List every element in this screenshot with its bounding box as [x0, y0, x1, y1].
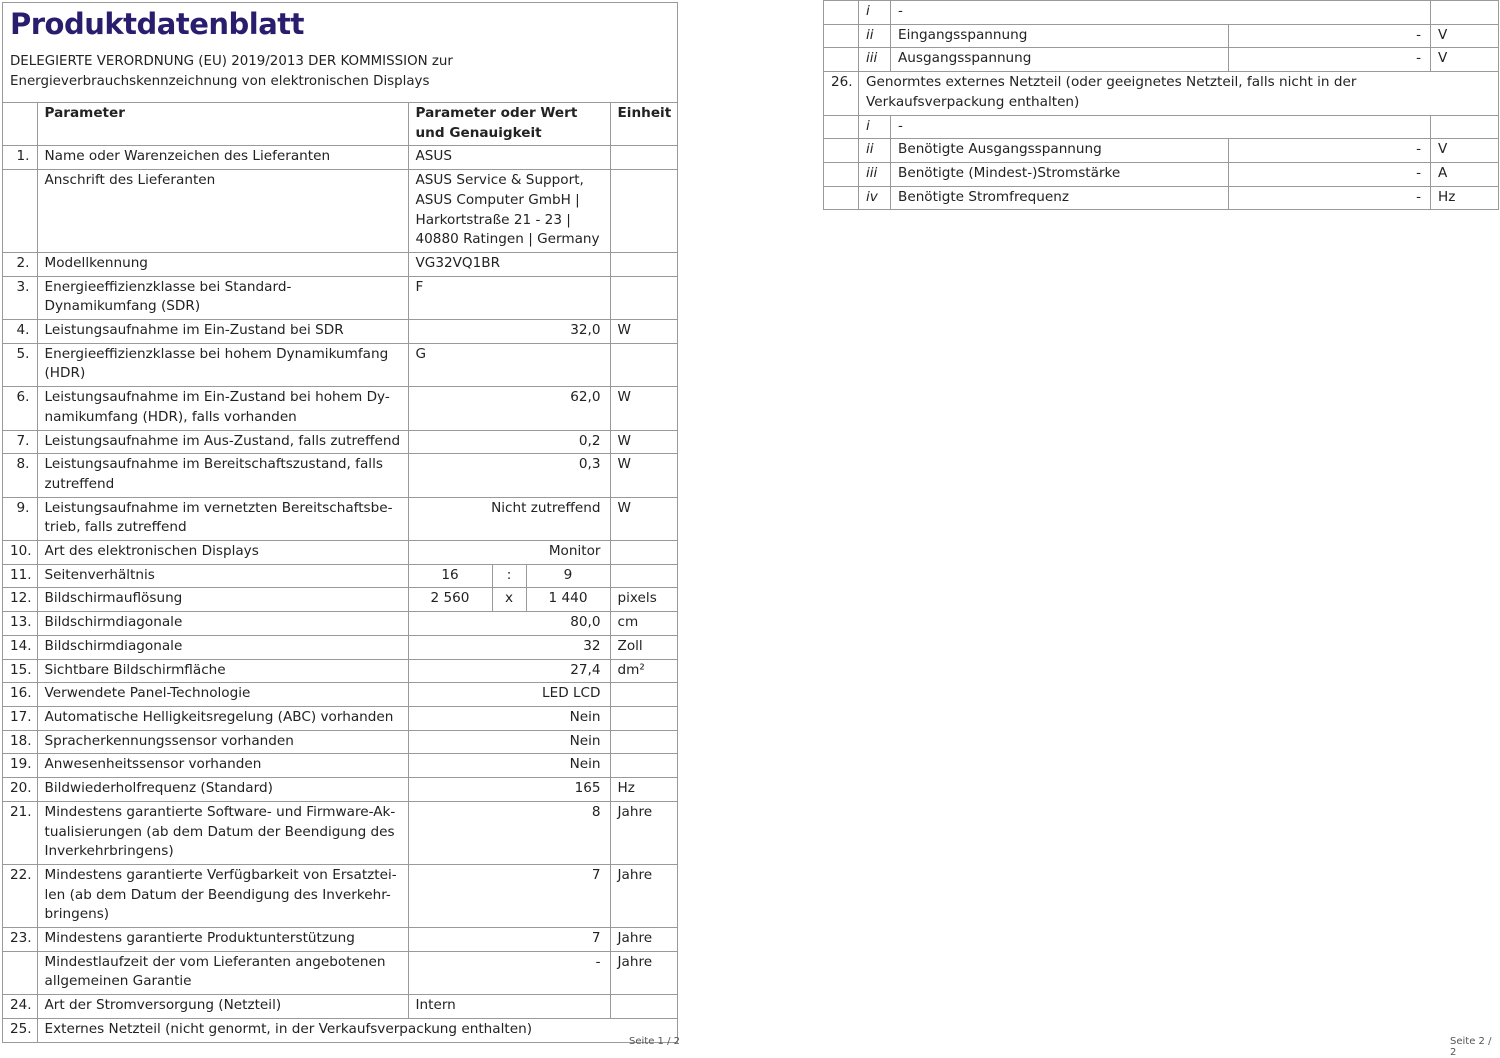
- sub-row-spacer: [824, 162, 859, 186]
- row-value-separator: x: [492, 588, 526, 612]
- row-number: 24.: [3, 995, 37, 1019]
- row-value: Intern: [408, 995, 610, 1019]
- row-parameter: Bildschirmauflösung: [37, 588, 408, 612]
- row-unit: [610, 252, 677, 276]
- row-value-a: 16: [408, 564, 492, 588]
- row-unit: [610, 730, 677, 754]
- sub-row-index: i: [859, 1, 891, 25]
- row-parameter: Verwendete Panel-Technologie: [37, 683, 408, 707]
- row-value: Nein: [408, 706, 610, 730]
- table-row: [3, 730, 677, 754]
- row-unit: Jahre: [610, 801, 677, 864]
- power-supply-table: [823, 0, 1499, 210]
- row-value: G: [408, 343, 610, 386]
- row-unit: W: [610, 387, 677, 430]
- sub-row-spacer: [824, 186, 859, 210]
- sub-row-index: iii: [859, 162, 891, 186]
- sub-row-index: iii: [859, 48, 891, 72]
- row-unit: Jahre: [610, 928, 677, 952]
- row-parameter: Art des elektronischen Displays: [37, 541, 408, 565]
- sub-row: [824, 115, 1499, 139]
- row-unit: [610, 170, 677, 253]
- page-1: [2, 2, 678, 1043]
- row-number: 26.: [824, 72, 859, 115]
- row-parameter: Automatische Helligkeitsregelung (ABC) vorhanden: [37, 706, 408, 730]
- sub-row-unit: A: [1431, 162, 1499, 186]
- row-unit: [610, 146, 677, 170]
- row-value: 8: [408, 801, 610, 864]
- row-number: 12.: [3, 588, 37, 612]
- row-parameter: Mindestens garantierte Software- und Firmware-Ak-tualisierungen (ab dem Datum der Beendigung des Inverkehrbringens): [37, 801, 408, 864]
- sub-row-index: iv: [859, 186, 891, 210]
- row-number: 22.: [3, 864, 37, 927]
- table-row: [3, 276, 677, 319]
- row-parameter: Anwesenheitssensor vorhanden: [37, 754, 408, 778]
- row-unit: [610, 541, 677, 565]
- row-number: 14.: [3, 635, 37, 659]
- row-parameter: Leistungsaufnahme im vernetzten Bereitschaftsbe-trieb, falls zutreffend: [37, 497, 408, 540]
- row-parameter: Modellkennung: [37, 252, 408, 276]
- table-row: [3, 497, 677, 540]
- table-row: [3, 588, 677, 612]
- row-value: 7: [408, 864, 610, 927]
- header-unit: Einheit: [610, 103, 677, 146]
- sub-row: [824, 139, 1499, 163]
- row-unit: Jahre: [610, 951, 677, 994]
- table-row-26: [824, 72, 1499, 115]
- row-parameter: Leistungsaufnahme im Aus-Zustand, falls zutreffend: [37, 430, 408, 454]
- sub-row-spacer: [824, 48, 859, 72]
- sub-row-value: -: [1229, 24, 1431, 48]
- row-value: 27,4: [408, 659, 610, 683]
- table-row: [3, 635, 677, 659]
- sub-row-unit: V: [1431, 139, 1499, 163]
- sub-row: [824, 24, 1499, 48]
- header-param: Parameter: [37, 103, 408, 146]
- row-value: 80,0: [408, 612, 610, 636]
- sub-row-unit: Hz: [1431, 186, 1499, 210]
- sub-row-value: -: [1229, 48, 1431, 72]
- row-number: 1.: [3, 146, 37, 170]
- table-row: [3, 928, 677, 952]
- sub-row-spacer: [824, 115, 859, 139]
- sub-row-index: i: [859, 115, 891, 139]
- row-number: [3, 951, 37, 994]
- sub-row: [824, 1, 1499, 25]
- row-parameter: Bildwiederholfrequenz (Standard): [37, 778, 408, 802]
- row-unit: Zoll: [610, 635, 677, 659]
- table-row-25: [3, 1018, 677, 1042]
- table-row: [3, 683, 677, 707]
- row-value: 7: [408, 928, 610, 952]
- subtitle-line-2: Energieverbrauchskennzeichnung von elektronischen Displays: [10, 74, 430, 89]
- row-unit: Jahre: [610, 864, 677, 927]
- row-parameter: Leistungsaufnahme im Bereitschaftszustand, falls zutreffend: [37, 454, 408, 497]
- row-parameter: Leistungsaufnahme im Ein-Zustand bei hohem Dy-namikumfang (HDR), falls vorhanden: [37, 387, 408, 430]
- table-row: [3, 612, 677, 636]
- row-value: VG32VQ1BR: [408, 252, 610, 276]
- sub-row-value: -: [1229, 186, 1431, 210]
- table-row: [3, 706, 677, 730]
- row-number: 10.: [3, 541, 37, 565]
- sub-row-label: Benötigte Ausgangsspannung: [891, 139, 1229, 163]
- row-value: 62,0: [408, 387, 610, 430]
- row-value: Monitor: [408, 541, 610, 565]
- row-unit: W: [610, 497, 677, 540]
- row-unit: [610, 564, 677, 588]
- sub-row-label: Eingangsspannung: [891, 24, 1229, 48]
- row-unit: pixels: [610, 588, 677, 612]
- table-row: [3, 170, 677, 253]
- row-unit: Hz: [610, 778, 677, 802]
- row-number: 15.: [3, 659, 37, 683]
- document-subtitle: [3, 43, 677, 102]
- row-parameter: Sichtbare Bildschirmfläche: [37, 659, 408, 683]
- sub-row-spacer: [824, 139, 859, 163]
- subtitle-line-1: DELEGIERTE VERORDNUNG (EU) 2019/2013 DER KOMMISSION zur: [10, 54, 453, 69]
- table-row: [3, 343, 677, 386]
- row-unit: [610, 706, 677, 730]
- sub-row-unit: [1431, 1, 1499, 25]
- row-parameter: Energieeffizienzklasse bei hohem Dynamikumfang (HDR): [37, 343, 408, 386]
- page-2: [823, 0, 1498, 210]
- row-number: 21.: [3, 801, 37, 864]
- sub-row-spacer: [824, 24, 859, 48]
- row-number: [3, 170, 37, 253]
- row-unit: W: [610, 320, 677, 344]
- sub-row-value: -: [1229, 139, 1431, 163]
- row-unit: dm²: [610, 659, 677, 683]
- row-parameter: Mindestlaufzeit der vom Lieferanten angebotenen allgemeinen Garantie: [37, 951, 408, 994]
- row-number: 5.: [3, 343, 37, 386]
- row-number: 2.: [3, 252, 37, 276]
- row-number: 20.: [3, 778, 37, 802]
- row-parameter: Externes Netzteil (nicht genormt, in der Verkaufsverpackung enthalten): [37, 1018, 677, 1042]
- sub-row-label: -: [891, 1, 1431, 25]
- table-row: [3, 659, 677, 683]
- table-row: [3, 754, 677, 778]
- row-unit: [610, 276, 677, 319]
- table-row: [3, 801, 677, 864]
- sub-row: [824, 186, 1499, 210]
- table-row: [3, 864, 677, 927]
- row-unit: [610, 683, 677, 707]
- page-number-1: Seite 1 / 2: [629, 1036, 680, 1047]
- row-unit: [610, 754, 677, 778]
- table-row: [3, 320, 677, 344]
- row-number: 13.: [3, 612, 37, 636]
- table-row: [3, 146, 677, 170]
- row-unit: W: [610, 454, 677, 497]
- header-no: [3, 103, 37, 146]
- row-unit: cm: [610, 612, 677, 636]
- table-row: [3, 995, 677, 1019]
- row-parameter: Energieeffizienzklasse bei Standard-Dynamikumfang (SDR): [37, 276, 408, 319]
- sub-row-unit: [1431, 115, 1499, 139]
- sub-row-unit: V: [1431, 24, 1499, 48]
- row-unit: [610, 995, 677, 1019]
- row-value: LED LCD: [408, 683, 610, 707]
- row-number: 9.: [3, 497, 37, 540]
- row-value: 32,0: [408, 320, 610, 344]
- row-value: -: [408, 951, 610, 994]
- table-row: [3, 252, 677, 276]
- sub-row-index: ii: [859, 139, 891, 163]
- document-title: Produktdatenblatt: [10, 7, 305, 41]
- row-parameter: Bildschirmdiagonale: [37, 635, 408, 659]
- row-value: 32: [408, 635, 610, 659]
- row-value: 165: [408, 778, 610, 802]
- row-value: ASUS: [408, 146, 610, 170]
- sub-row-spacer: [824, 1, 859, 25]
- row-number: 7.: [3, 430, 37, 454]
- table-row: [3, 564, 677, 588]
- row-parameter: Mindestens garantierte Verfügbarkeit von Ersatztei-len (ab dem Datum der Beendigung des Inverkehr-bringens): [37, 864, 408, 927]
- row-value-separator: :: [492, 564, 526, 588]
- sub-row-label: Ausgangsspannung: [891, 48, 1229, 72]
- sub-row-value: -: [1229, 162, 1431, 186]
- row-value-b: 9: [526, 564, 610, 588]
- row-value: Nein: [408, 730, 610, 754]
- page-number-2: Seite 2 / 2: [1450, 1036, 1492, 1058]
- row-parameter: Seitenverhältnis: [37, 564, 408, 588]
- row-number: 11.: [3, 564, 37, 588]
- row-value: 0,3: [408, 454, 610, 497]
- sub-row: [824, 48, 1499, 72]
- row-number: 6.: [3, 387, 37, 430]
- sub-row-label: -: [891, 115, 1431, 139]
- sub-row-label: Benötigte Stromfrequenz: [891, 186, 1229, 210]
- row-number: 19.: [3, 754, 37, 778]
- parameter-table: [3, 102, 677, 1043]
- row-number: 25.: [3, 1018, 37, 1042]
- row-value: Nicht zutreffend: [408, 497, 610, 540]
- row-value: ASUS Service & Support, ASUS Computer GmbH | Harkortstraße 21 - 23 | 40880 Ratingen | Germany: [408, 170, 610, 253]
- row-number: 3.: [3, 276, 37, 319]
- table-row: [3, 778, 677, 802]
- row-unit: [610, 343, 677, 386]
- row-number: 18.: [3, 730, 37, 754]
- table-row: [3, 430, 677, 454]
- row-parameter: Spracherkennungssensor vorhanden: [37, 730, 408, 754]
- row-unit: W: [610, 430, 677, 454]
- table-header: [3, 103, 677, 146]
- row-value-b: 1 440: [526, 588, 610, 612]
- row-parameter: Genormtes externes Netzteil (oder geeignetes Netzteil, falls nicht in der Verkaufsverpackung enthalten): [859, 72, 1499, 115]
- row-number: 17.: [3, 706, 37, 730]
- sub-row-label: Benötigte (Mindest-)Stromstärke: [891, 162, 1229, 186]
- sub-row-index: ii: [859, 24, 891, 48]
- table-row: [3, 541, 677, 565]
- row-value: Nein: [408, 754, 610, 778]
- row-value-a: 2 560: [408, 588, 492, 612]
- row-parameter: Leistungsaufnahme im Ein-Zustand bei SDR: [37, 320, 408, 344]
- row-parameter: Name oder Warenzeichen des Lieferanten: [37, 146, 408, 170]
- row-parameter: Art der Stromversorgung (Netzteil): [37, 995, 408, 1019]
- sub-row: [824, 162, 1499, 186]
- row-value: F: [408, 276, 610, 319]
- row-parameter: Mindestens garantierte Produktunterstützung: [37, 928, 408, 952]
- sub-row-unit: V: [1431, 48, 1499, 72]
- row-number: 8.: [3, 454, 37, 497]
- table-row: [3, 951, 677, 994]
- row-parameter: Bildschirmdiagonale: [37, 612, 408, 636]
- row-parameter: Anschrift des Lieferanten: [37, 170, 408, 253]
- table-row: [3, 454, 677, 497]
- row-number: 16.: [3, 683, 37, 707]
- header-value: Parameter oder Wert und Genauigkeit: [408, 103, 610, 146]
- table-row: [3, 387, 677, 430]
- row-number: 4.: [3, 320, 37, 344]
- row-number: 23.: [3, 928, 37, 952]
- row-value: 0,2: [408, 430, 610, 454]
